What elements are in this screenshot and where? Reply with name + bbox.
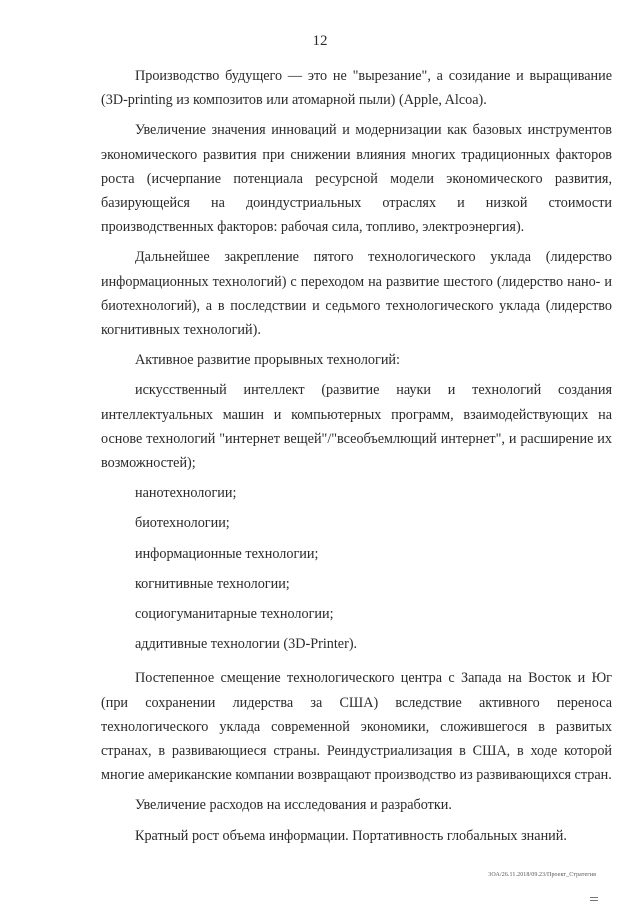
- paragraph-rnd-spending: Увеличение расходов на исследования и разработки.: [135, 797, 452, 814]
- paragraph-artificial-intelligence: искусственный интеллект (развитие науки и технологий создания интеллектуальных машин и компьютерных программ, взаимодействующих на основе технологий "интернет вещей"/"всеобъемлющий интернет", и расширение их возможностей);: [101, 382, 612, 472]
- paragraph-technology-paradigm: Дальнейшее закрепление пятого технологического уклада (лидерство информационных технологий) с переходом на развитие шестого (лидерство нано- и биотехнологий), а в последствии и седьмого технологического уклада (лидерство когнитивных технологий).: [101, 249, 612, 339]
- list-item: биотехнологии;: [135, 515, 230, 532]
- paragraph-innovation: Увеличение значения инноваций и модернизации как базовых инструментов экономического развития при снижении влияния многих традиционных факторов роста (исчерпание потенциала ресурсной модели экономического развития, базирующейся на доиндустриальных отраслях и низкой стоимости производственных факторов: рабочая сила, топливо, электроэнергия).: [101, 122, 612, 236]
- list-item: информационные технологии;: [135, 545, 319, 562]
- list-item: аддитивные технологии (3D-Printer).: [135, 636, 358, 653]
- paragraph-tech-center-shift: Постепенное смещение технологического центра с Запада на Восток и Юг (при сохранении лидерства за США) вследствие активного переноса технологического уклада современной экономики, сложившегося в развитых странах, в развивающиеся страны. Реиндустриализация в США, в ходе которой многие американские компании возвращают производство из развивающихся стран.: [101, 670, 612, 784]
- body-text: [101, 64, 612, 848]
- paragraph-information-growth: Кратный рост объема информации. Портативность глобальных знаний.: [135, 827, 567, 844]
- paragraph-future-production: Производство будущего — это не "вырезание", а созидание и выращивание (3D-printing из композитов или атомарной пыли) (Apple, Alcoa).: [101, 68, 612, 109]
- footer-document-code: 3ОА/26.11.2018/09.23/Проект_Стратегия: [488, 872, 596, 878]
- list-item: социогуманитарные технологии;: [135, 606, 334, 623]
- corner-mark: [590, 897, 598, 901]
- list-item: нанотехнологии;: [135, 485, 237, 502]
- list-item: когнитивные технологии;: [135, 575, 290, 592]
- paragraph-breakthrough-intro: Активное развитие прорывных технологий:: [135, 352, 400, 369]
- page-number: 12: [312, 33, 328, 49]
